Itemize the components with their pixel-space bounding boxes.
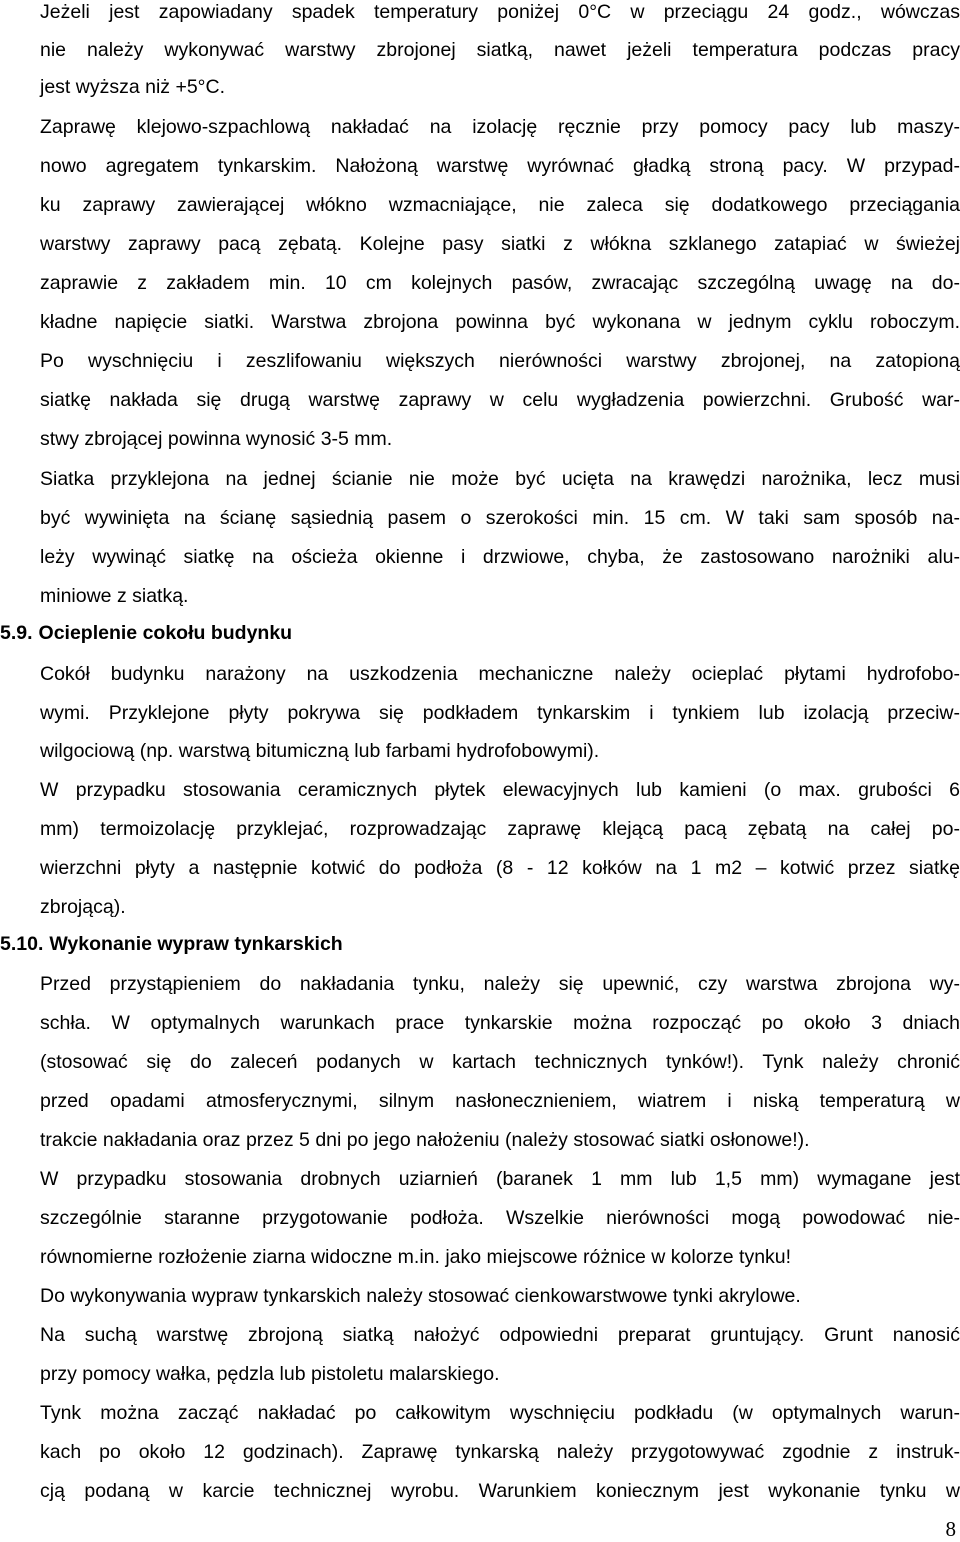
text-line: wierzchni płyty a następnie kotwić do podłoża (8 - 12 kołków na 1 m2 – kotwić przez siatkę bbox=[40, 857, 960, 879]
section-title: Wykonanie wypraw tynkarskich bbox=[49, 933, 343, 955]
text-line: wilgociową (np. warstwą bitumiczną lub farbami hydrofobowymi). bbox=[40, 740, 600, 762]
text-line: nie należy wykonywać warstwy zbrojonej siatką, nawet jeżeli temperatura podczas pracy bbox=[40, 39, 960, 61]
text-line: trakcie nakładania oraz przez 5 dni po jego nałożeniu (należy stosować siatki osłonowe!). bbox=[40, 1129, 810, 1151]
text-line: Tynk można zacząć nakładać po całkowitym wyschnięciu podkładu (w optymalnych warun- bbox=[40, 1402, 960, 1424]
text-line: mm) termoizolację przyklejać, rozprowadzając zaprawę klejącą pacą zębatą na całej po- bbox=[40, 818, 960, 840]
text-line: W przypadku stosowania ceramicznych płytek elewacyjnych lub kamieni (o max. grubości 6 bbox=[40, 779, 960, 801]
text-line: miniowe z siatką. bbox=[40, 585, 189, 607]
section-title: Ocieplenie cokołu budynku bbox=[38, 622, 293, 644]
text-line: Siatka przyklejona na jednej ścianie nie może być ucięta na krawędzi narożnika, lecz musi bbox=[40, 468, 960, 490]
text-line: kach po około 12 godzinach). Zaprawę tynkarską należy przygotowywać zgodnie z instruk- bbox=[40, 1441, 960, 1463]
text-line: stwy zbrojącej powinna wynosić 3-5 mm. bbox=[40, 428, 393, 450]
text-line: siatkę nakłada się drugą warstwę zaprawy w celu wygładzenia powierzchni. Grubość war- bbox=[40, 389, 960, 411]
text-line: W przypadku stosowania drobnych uziarnień (baranek 1 mm lub 1,5 mm) wymagane jest bbox=[40, 1168, 960, 1190]
text-line: cją podaną w karcie technicznej wyrobu. Warunkiem koniecznym jest wykonanie tynku w bbox=[40, 1480, 960, 1502]
text-line: Cokół budynku narażony na uszkodzenia mechaniczne należy ocieplać płytami hydrofobo- bbox=[40, 663, 960, 685]
section-heading bbox=[0, 621, 292, 645]
text-line: być wywinięta na ścianę sąsiednią pasem o szerokości min. 15 cm. W taki sam sposób na- bbox=[40, 507, 960, 529]
text-line: Na suchą warstwę zbrojoną siatką nałożyć odpowiedni preparat gruntujący. Grunt nanosić bbox=[40, 1324, 960, 1346]
text-line: Po wyschnięciu i zeszlifowaniu większych nierówności warstwy zbrojonej, na zatopioną bbox=[40, 350, 960, 372]
text-line: schła. W optymalnych warunkach prace tynkarskie można rozpocząć po około 3 dniach bbox=[40, 1012, 960, 1034]
text-line: przed opadami atmosferycznymi, silnym nasłonecznieniem, wiatrem i niską temperaturą w bbox=[40, 1090, 960, 1112]
text-line: Przed przystąpieniem do nakładania tynku, należy się upewnić, czy warstwa zbrojona wy- bbox=[40, 973, 960, 995]
text-line: szczególnie staranne przygotowanie podłoża. Wszelkie nierówności mogą powodować nie- bbox=[40, 1207, 960, 1229]
text-line: zaprawie z zakładem min. 10 cm kolejnych pasów, zwracając szczególną uwagę na do- bbox=[40, 272, 960, 294]
text-line: ku zaprawy zawierającej włókno wzmacniające, nie zaleca się dodatkowego przeciągania bbox=[40, 194, 960, 216]
text-line: nowo agregatem tynkarskim. Nałożoną warstwę wyrównać gładką stroną pacy. W przypad- bbox=[40, 155, 960, 177]
text-line: zbrojącą). bbox=[40, 896, 126, 918]
text-line: równomierne rozłożenie ziarna widoczne m.in. jako miejscowe różnice w kolorze tynku! bbox=[40, 1246, 792, 1268]
text-line: Zaprawę klejowo-szpachlową nakładać na izolację ręcznie przy pomocy pacy lub maszy- bbox=[40, 116, 960, 138]
section-number: 5.9. bbox=[0, 622, 33, 644]
page-number: 8 bbox=[945, 1517, 956, 1541]
section-heading bbox=[0, 932, 343, 956]
text-line: przy pomocy wałka, pędzla lub pistoletu malarskiego. bbox=[40, 1363, 500, 1385]
text-line: wymi. Przyklejone płyty pokrywa się podkładem tynkarskim i tynkiem lub izolacją przeciw- bbox=[40, 702, 960, 724]
section-number: 5.10. bbox=[0, 933, 44, 955]
text-line: Do wykonywania wypraw tynkarskich należy stosować cienkowarstwowe tynki akrylowe. bbox=[40, 1285, 801, 1307]
text-line: warstwy zaprawy pacą zębatą. Kolejne pasy siatki z włókna szklanego zatapiać w świeżej bbox=[40, 233, 960, 255]
text-line: kładne napięcie siatki. Warstwa zbrojona powinna być wykonana w jednym cyklu roboczym. bbox=[40, 311, 960, 333]
text-line: leży wywinąć siatkę na ościeża okienne i drzwiowe, chyba, że zastosowano narożniki alu- bbox=[40, 546, 960, 568]
text-line: Jeżeli jest zapowiadany spadek temperatury poniżej 0°C w przeciągu 24 godz., wówczas bbox=[40, 1, 960, 23]
text-line: jest wyższa niż +5°C. bbox=[40, 76, 225, 98]
text-line: (stosować się do zaleceń podanych w kartach technicznych tynków!). Tynk należy chronić bbox=[40, 1051, 960, 1073]
